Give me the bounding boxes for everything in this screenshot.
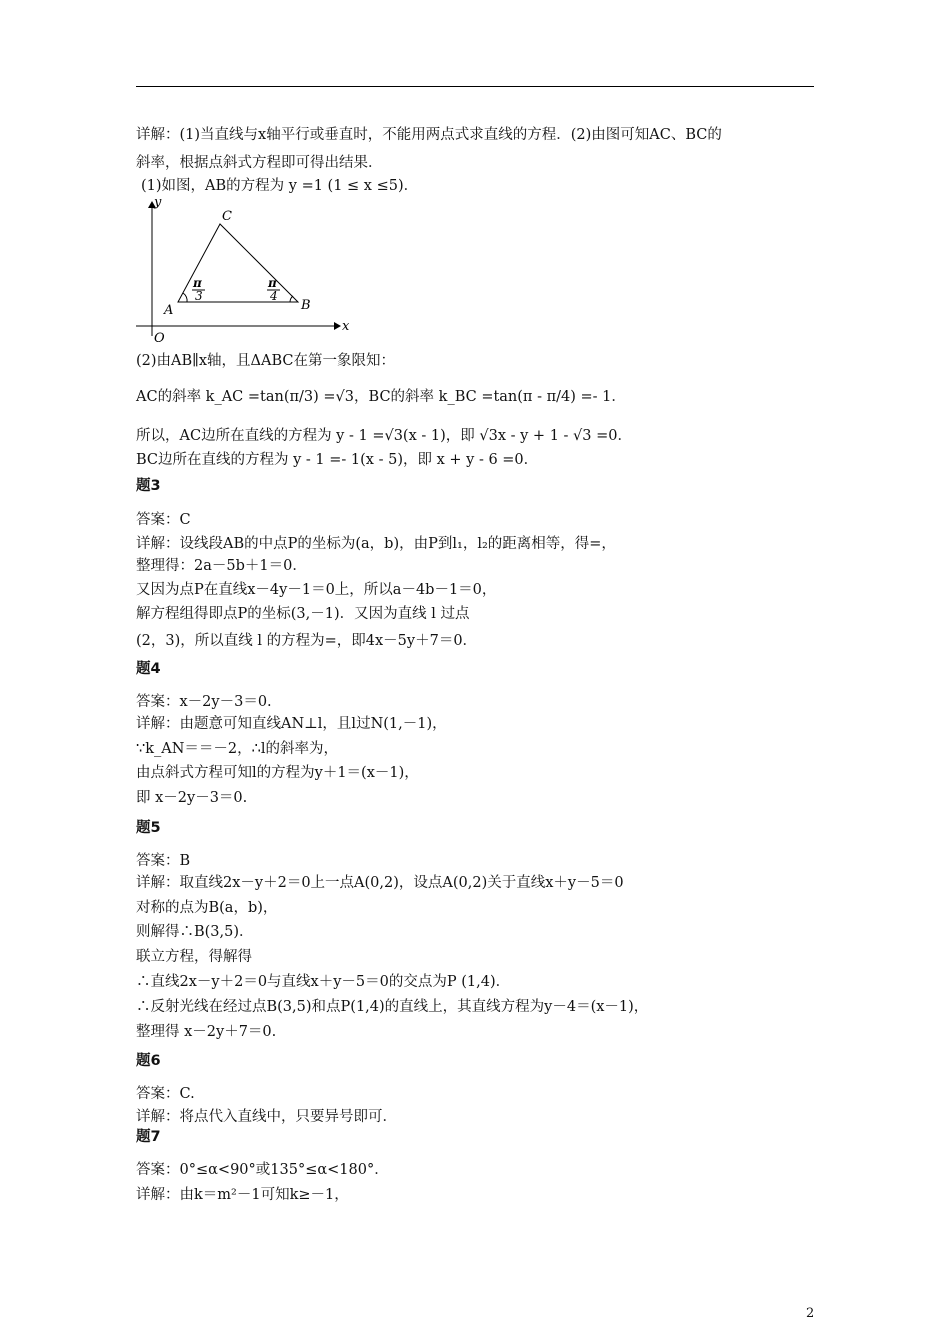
text-line: 详解：由k＝m²－1可知k≥－1， xyxy=(136,1187,349,1203)
angle-arc-b xyxy=(290,296,293,302)
text-line: 斜率，根据点斜式方程即可得出结果． xyxy=(136,155,383,171)
text-line: 整理得 x－2y＋7＝0. xyxy=(136,1024,277,1040)
header-rule xyxy=(136,86,814,87)
text-line: 即 x－2y－3＝0. xyxy=(136,790,248,806)
text-line: 答案：B xyxy=(136,853,191,869)
text-line: 答案：x－2y－3＝0. xyxy=(136,694,272,710)
question-heading: 题5 xyxy=(136,820,161,836)
triangle-figure xyxy=(130,192,360,352)
text-line: 详解：将点代入直线中，只要异号即可． xyxy=(136,1109,397,1125)
text-line: 对称的点为B(a，b)， xyxy=(136,900,278,916)
label-o: O xyxy=(154,331,165,346)
text-line: 答案：C. xyxy=(136,1086,195,1102)
text-line: AC的斜率 k_AC =tan(π/3) =√3，BC的斜率 k_BC =tan(π - π/4) =- 1． xyxy=(136,389,626,405)
text-line: 又因为点P在直线x－4y－1＝0上，所以a－4b－1＝0， xyxy=(136,582,497,598)
angle-a-num: π xyxy=(193,276,202,290)
text-line: (1)如图，AB的方程为 y =1 (1 ≤ x ≤5)． xyxy=(141,178,419,194)
page-number: 2 xyxy=(806,1306,815,1321)
label-c: C xyxy=(222,209,232,224)
question-heading: 题3 xyxy=(136,478,161,494)
label-x: x xyxy=(342,319,350,334)
angle-b-den: 4 xyxy=(270,289,278,303)
text-line: 答案：C xyxy=(136,512,191,528)
text-line: 详解：(1)当直线与x轴平行或垂直时，不能用两点式求直线的方程．(2)由图可知AC、BC的 xyxy=(136,127,722,143)
label-y: y xyxy=(154,195,162,210)
question-heading: 题6 xyxy=(136,1053,161,1069)
question-heading: 题7 xyxy=(136,1129,161,1145)
text-line: 详解：设线段AB的中点P的坐标为(a，b)，由P到l₁，l₂的距离相等，得=， xyxy=(136,536,616,552)
text-line: 详解：取直线2x－y＋2＝0上一点A(0,2)，设点A(0,2)关于直线x＋y－5＝0 xyxy=(136,875,624,891)
text-line: ∴反射光线在经过点B(3,5)和点P(1,4)的直线上，其直线方程为y－4＝(x－1)， xyxy=(136,999,649,1015)
label-a: A xyxy=(164,303,174,318)
text-line: 解方程组得即点P的坐标(3,－1)．又因为直线 l 过点 xyxy=(136,606,470,622)
text-line: 详解：由题意可知直线AN⊥l，且l过N(1,－1)， xyxy=(136,716,447,732)
text-line: 整理得：2a－5b＋1＝0． xyxy=(136,558,307,574)
angle-arc-a xyxy=(183,293,187,302)
text-line: 所以，AC边所在直线的方程为 y - 1 =√3(x - 1)，即 √3x - y + 1 - √3 =0． xyxy=(136,428,632,444)
text-line: 则解得∴B(3,5)． xyxy=(136,924,254,940)
angle-a-den: 3 xyxy=(195,289,203,303)
text-line: (2)由AB∥x轴，且ΔABC在第一象限知： xyxy=(136,353,396,369)
text-line: BC边所在直线的方程为 y - 1 =- 1(x - 5)，即 x + y - 6 =0． xyxy=(136,452,539,468)
question-heading: 题4 xyxy=(136,661,161,677)
text-line: 联立方程，得解得 xyxy=(136,949,252,965)
text-line: ∴直线2x－y＋2＝0与直线x＋y－5＝0的交点为P (1,4)． xyxy=(136,974,511,990)
text-line: (2，3)，所以直线 l 的方程为=，即4x－5y＋7＝0． xyxy=(136,633,478,649)
text-line: 由点斜式方程可知l的方程为y＋1＝(x－1)， xyxy=(136,765,419,781)
text-line: 答案：0°≤α<90°或135°≤α<180°． xyxy=(136,1162,389,1178)
angle-b-num: π xyxy=(268,276,277,290)
label-b: B xyxy=(301,298,311,313)
text-line: ∵k_AN＝＝－2，∴l的斜率为， xyxy=(136,741,339,757)
